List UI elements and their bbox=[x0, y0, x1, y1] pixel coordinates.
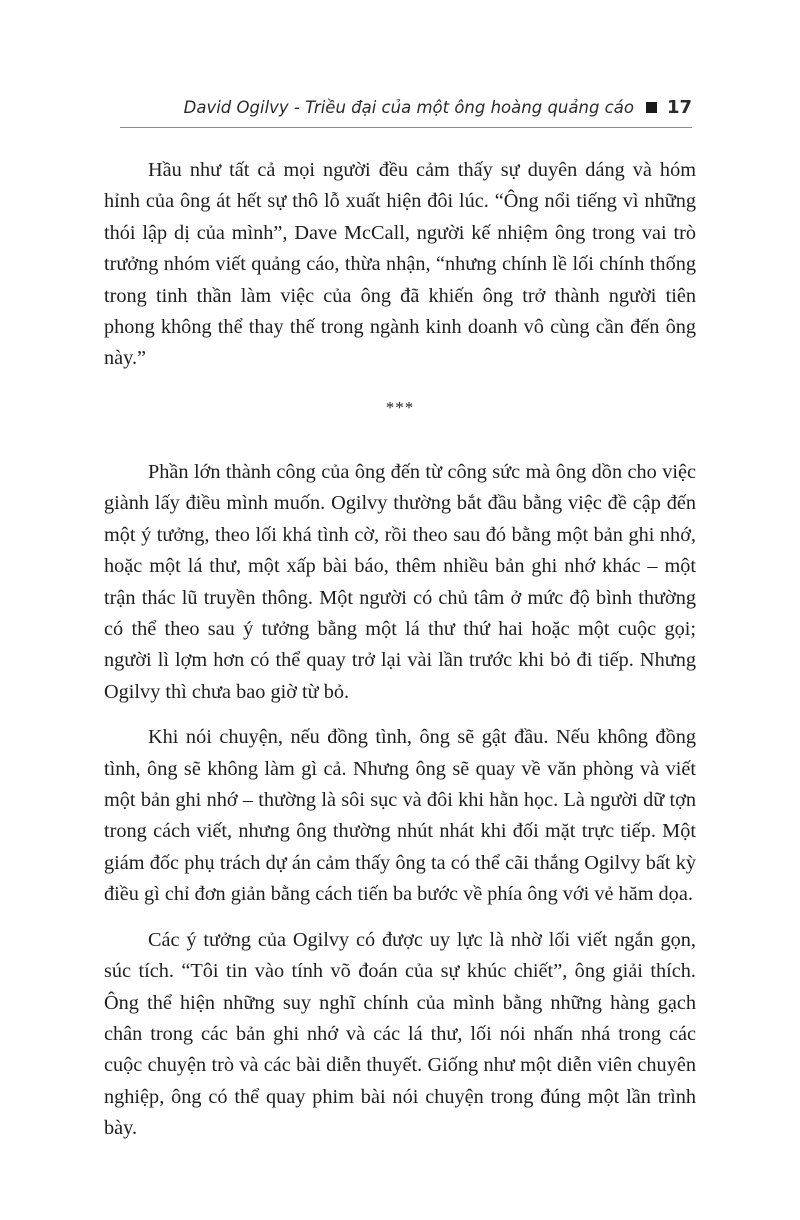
paragraph: Hầu như tất cả mọi người đều cảm thấy sự duyên dáng và hóm hỉnh của ông át hết sự thô lỗ xuất hiện đôi lúc. “Ông nổi tiếng vì những thói lập dị của mình”, Dave McCall, người kế nhiệm ông trong vai trò trưởng nhóm viết quảng cáo, thừa nhận, “nhưng chính lề lối chính thống trong tinh thần làm việc của ông đã khiến ông trở thành người tiên phong không thể thay thế trong ngành kinh doanh vô cùng cần đến ông này.” bbox=[104, 159, 696, 370]
text-block-top bbox=[104, 155, 696, 375]
running-header bbox=[120, 92, 692, 122]
paragraph: Khi nói chuyện, nếu đồng tình, ông sẽ gật đầu. Nếu không đồng tình, ông sẽ không làm gì cả. Nhưng ông sẽ quay về văn phòng và viết một bản ghi nhớ – thường là sôi sục và đôi khi hằn học. Là người dữ tợn trong cách viết, nhưng ông thường nhút nhát khi đối mặt trực tiếp. Một giám đốc phụ trách dự án cảm thấy ông ta có thể cãi thắng Ogilvy bất kỳ điều gì chỉ đơn giản bằng cách tiến ba bước về phía ông với vẻ hăm dọa. bbox=[104, 726, 696, 906]
running-title: David Ogilvy - Triều đại của một ông hoàng quảng cáo bbox=[183, 97, 634, 117]
text-block-bottom bbox=[104, 457, 696, 1145]
square-bullet-icon bbox=[646, 102, 657, 113]
paragraph: Phần lớn thành công của ông đến từ công sức mà ông dồn cho việc giành lấy điều mình muốn. Ogilvy thường bắt đầu bằng việc đề cập đến một ý tưởng, theo lối khá tình cờ, rồi theo sau đó bằng một bản ghi nhớ, hoặc một lá thư, một xấp bài báo, thêm nhiều bản ghi nhớ khác – một trận thác lũ truyền thông. Một người có chủ tâm ở mức độ bình thường có thể theo sau ý tưởng bằng một lá thư thứ hai hoặc một cuộc gọi; người lì lợm hơn có thể quay trở lại vài lần trước khi bỏ đi tiếp. Nhưng Ogilvy thì chưa bao giờ từ bỏ. bbox=[104, 461, 696, 703]
paragraph: Các ý tưởng của Ogilvy có được uy lực là nhờ lối viết ngắn gọn, súc tích. “Tôi tin vào tính võ đoán của sự khúc chiết”, ông giải thích. Ông thể hiện những suy nghĩ chính của mình bằng những hàng gạch chân trong các bản ghi nhớ và các lá thư, lối nói nhấn nhá trong các cuộc chuyện trò và các bài diễn thuyết. Giống như một diễn viên chuyên nghiệp, ông có thể quay phim bài nói chuyện trong đúng một lần trình bày. bbox=[104, 928, 696, 1140]
section-break: *** bbox=[385, 398, 415, 417]
page-number: 17 bbox=[666, 96, 692, 118]
header-rule bbox=[120, 127, 692, 128]
